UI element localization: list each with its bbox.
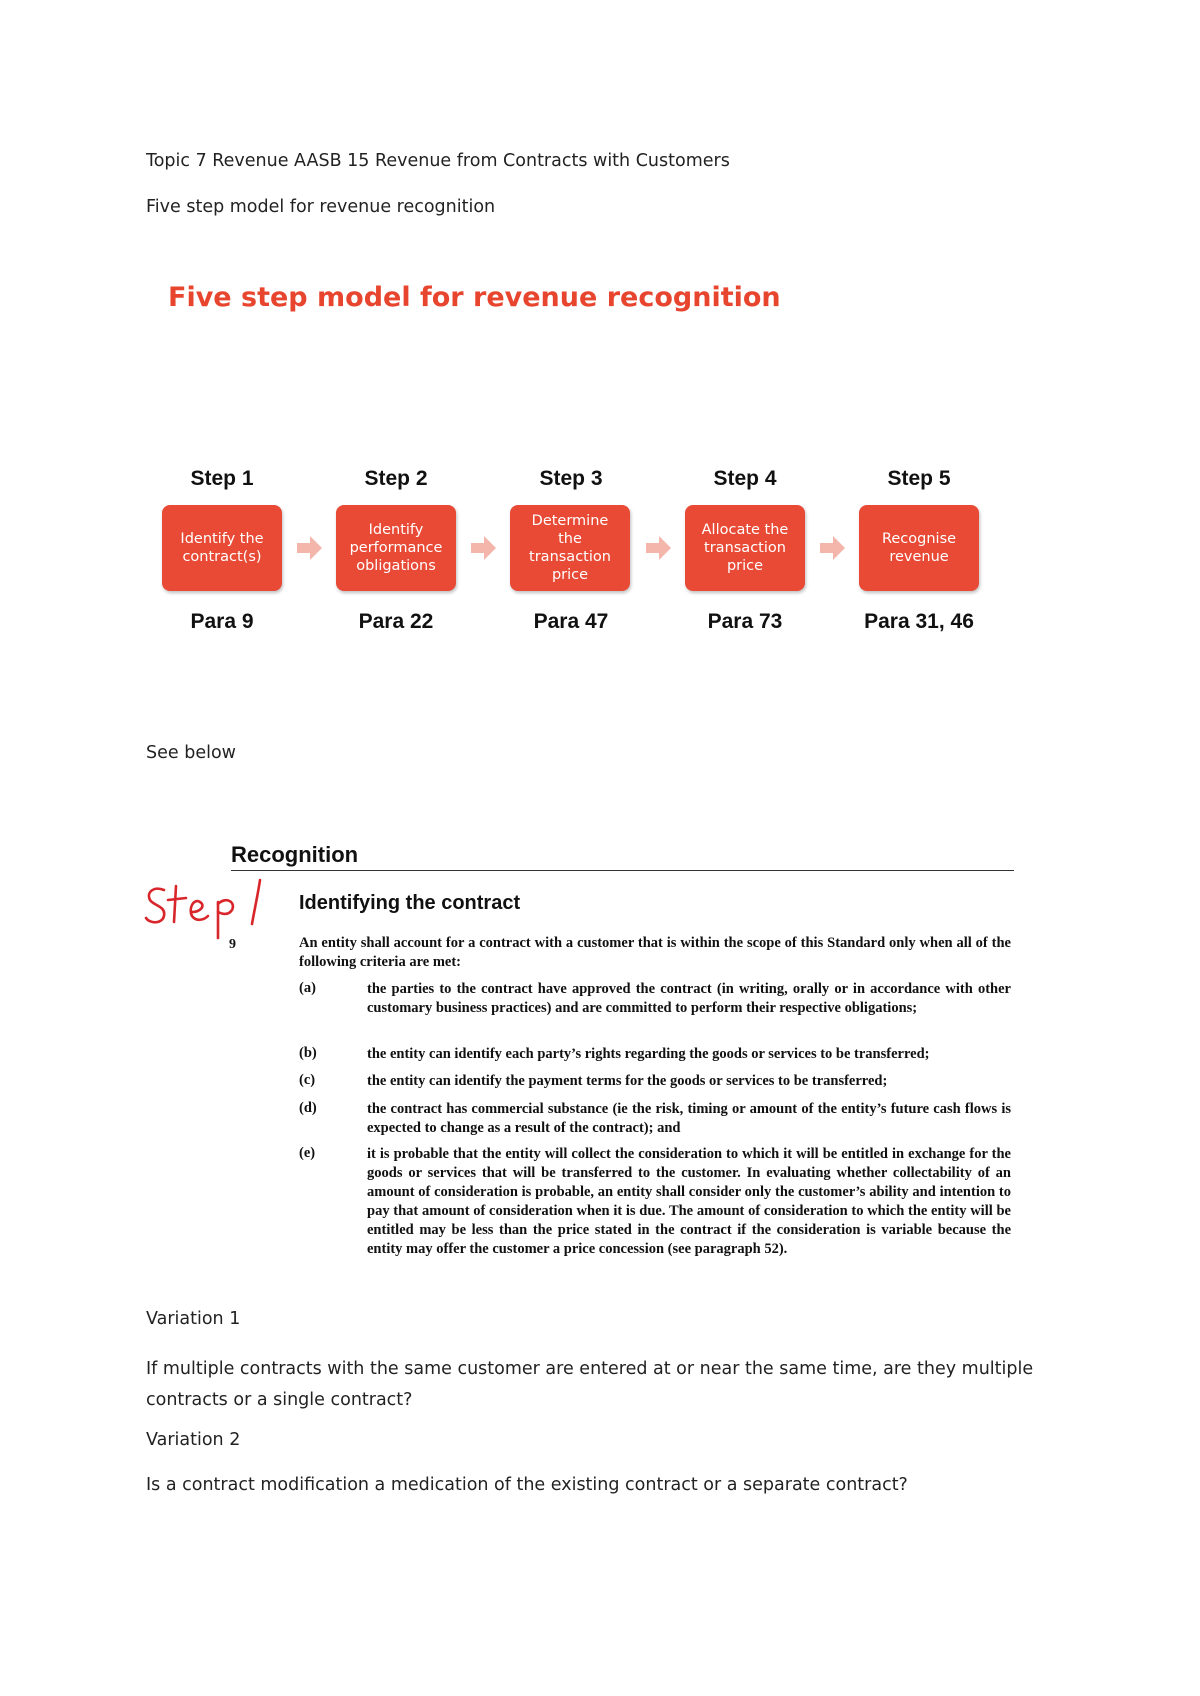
- section-heading: Recognition: [231, 842, 359, 867]
- criterion-text: the contract has commercial substance (ie the risk, timing or amount of the entity’s future cash flows is expected to change as a result of the contract); and: [367, 1101, 1011, 1136]
- criterion-letter: (c): [299, 1072, 316, 1088]
- handwritten-annotation: [142, 878, 272, 944]
- criterion-text: the parties to the contract have approved the contract (in writing, orally or in accordance with other customary business practices) and are committed to perform their respective obligations;: [367, 981, 1011, 1016]
- step-5-box: [859, 505, 979, 591]
- step-3-line-1: Determine: [531, 513, 609, 529]
- standard-intro: An entity shall account for a contract with a customer that is within the scope of this Standard only when all of the following criteria are met:: [299, 935, 1011, 970]
- heading-rule: [231, 870, 1014, 871]
- step-2-box: [336, 505, 456, 591]
- step-3-label: Step 3: [539, 467, 603, 490]
- arrow-right-icon: [820, 535, 846, 561]
- variation-2-label: Variation 2: [146, 1430, 241, 1450]
- step-5-para: Para 31, 46: [864, 610, 974, 633]
- step-4-box: [685, 505, 805, 591]
- step-4-line-3: price: [726, 558, 764, 574]
- step-1-line-2: contract(s): [182, 549, 262, 565]
- criterion-text: the entity can identify the payment terms for the goods or services to be transferred;: [367, 1073, 888, 1089]
- criterion-text: the entity can identify each party’s rights regarding the goods or services to be transferred;: [367, 1046, 930, 1062]
- criterion-text: it is probable that the entity will collect the consideration to which it will be entitled in exchange for the goods or services that will be transferred to the customer. In evaluating whether collectability of an amount of consideration is probable, an entity shall consider only the customer’s ability and intention to pay that amount of consideration when it is due. The amount of consideration to which the entity will be entitled may be less than the price stated in the contract if the consideration is variable because the entity may offer the customer a price concession (see paragraph 52).: [367, 1146, 1011, 1257]
- variation-1-label: Variation 1: [146, 1309, 241, 1329]
- step-4-line-2: transaction: [704, 540, 786, 556]
- step-1-box: [162, 505, 282, 591]
- step-2-para: Para 22: [358, 610, 434, 633]
- step-5-line-1: Recognise: [881, 531, 957, 547]
- criterion-letter: (a): [299, 980, 316, 996]
- step-3-line-2: the: [558, 531, 582, 547]
- step-1-para: Para 9: [190, 610, 254, 633]
- step-1-line-1: Identify the: [180, 531, 264, 547]
- step-4-line-1: Allocate the: [701, 522, 789, 538]
- arrow-right-icon: [471, 535, 497, 561]
- step-5-label: Step 5: [887, 467, 951, 490]
- arrow-right-icon: [297, 535, 323, 561]
- step-4-label: Step 4: [713, 467, 777, 490]
- see-below-text: See below: [146, 743, 236, 763]
- criterion-letter: (d): [299, 1100, 317, 1116]
- arrow-right-icon: [646, 535, 672, 561]
- subtitle-line: Five step model for revenue recognition: [146, 197, 496, 217]
- graphic-title: Five step model for revenue recognition: [168, 282, 781, 313]
- step-3-box: [510, 505, 630, 591]
- paragraph-number: 9: [229, 937, 236, 952]
- step-3-line-3: transaction: [529, 549, 611, 565]
- variation-2-question: Is a contract modification a medication of the existing contract or a separate contract?: [146, 1475, 908, 1495]
- step-2-label: Step 2: [364, 467, 428, 490]
- step-3-line-4: price: [551, 567, 589, 583]
- step-1-label: Step 1: [190, 467, 254, 490]
- criterion-letter: (b): [299, 1045, 317, 1061]
- step-4-para: Para 73: [707, 610, 783, 633]
- step-2-line-1: Identify: [368, 522, 424, 538]
- subheading: Identifying the contract: [299, 892, 521, 914]
- variation-1-question: If multiple contracts with the same customer are entered at or near the same time, are they multiple contracts or a single contract?: [146, 1359, 1034, 1410]
- criterion-letter: (e): [299, 1145, 316, 1161]
- step-2-line-3: obligations: [356, 558, 436, 574]
- step-5-line-2: revenue: [889, 549, 949, 565]
- step-3-para: Para 47: [533, 610, 609, 633]
- topic-heading: Topic 7 Revenue AASB 15 Revenue from Contracts with Customers: [146, 151, 730, 171]
- step-2-line-2: performance: [349, 540, 443, 556]
